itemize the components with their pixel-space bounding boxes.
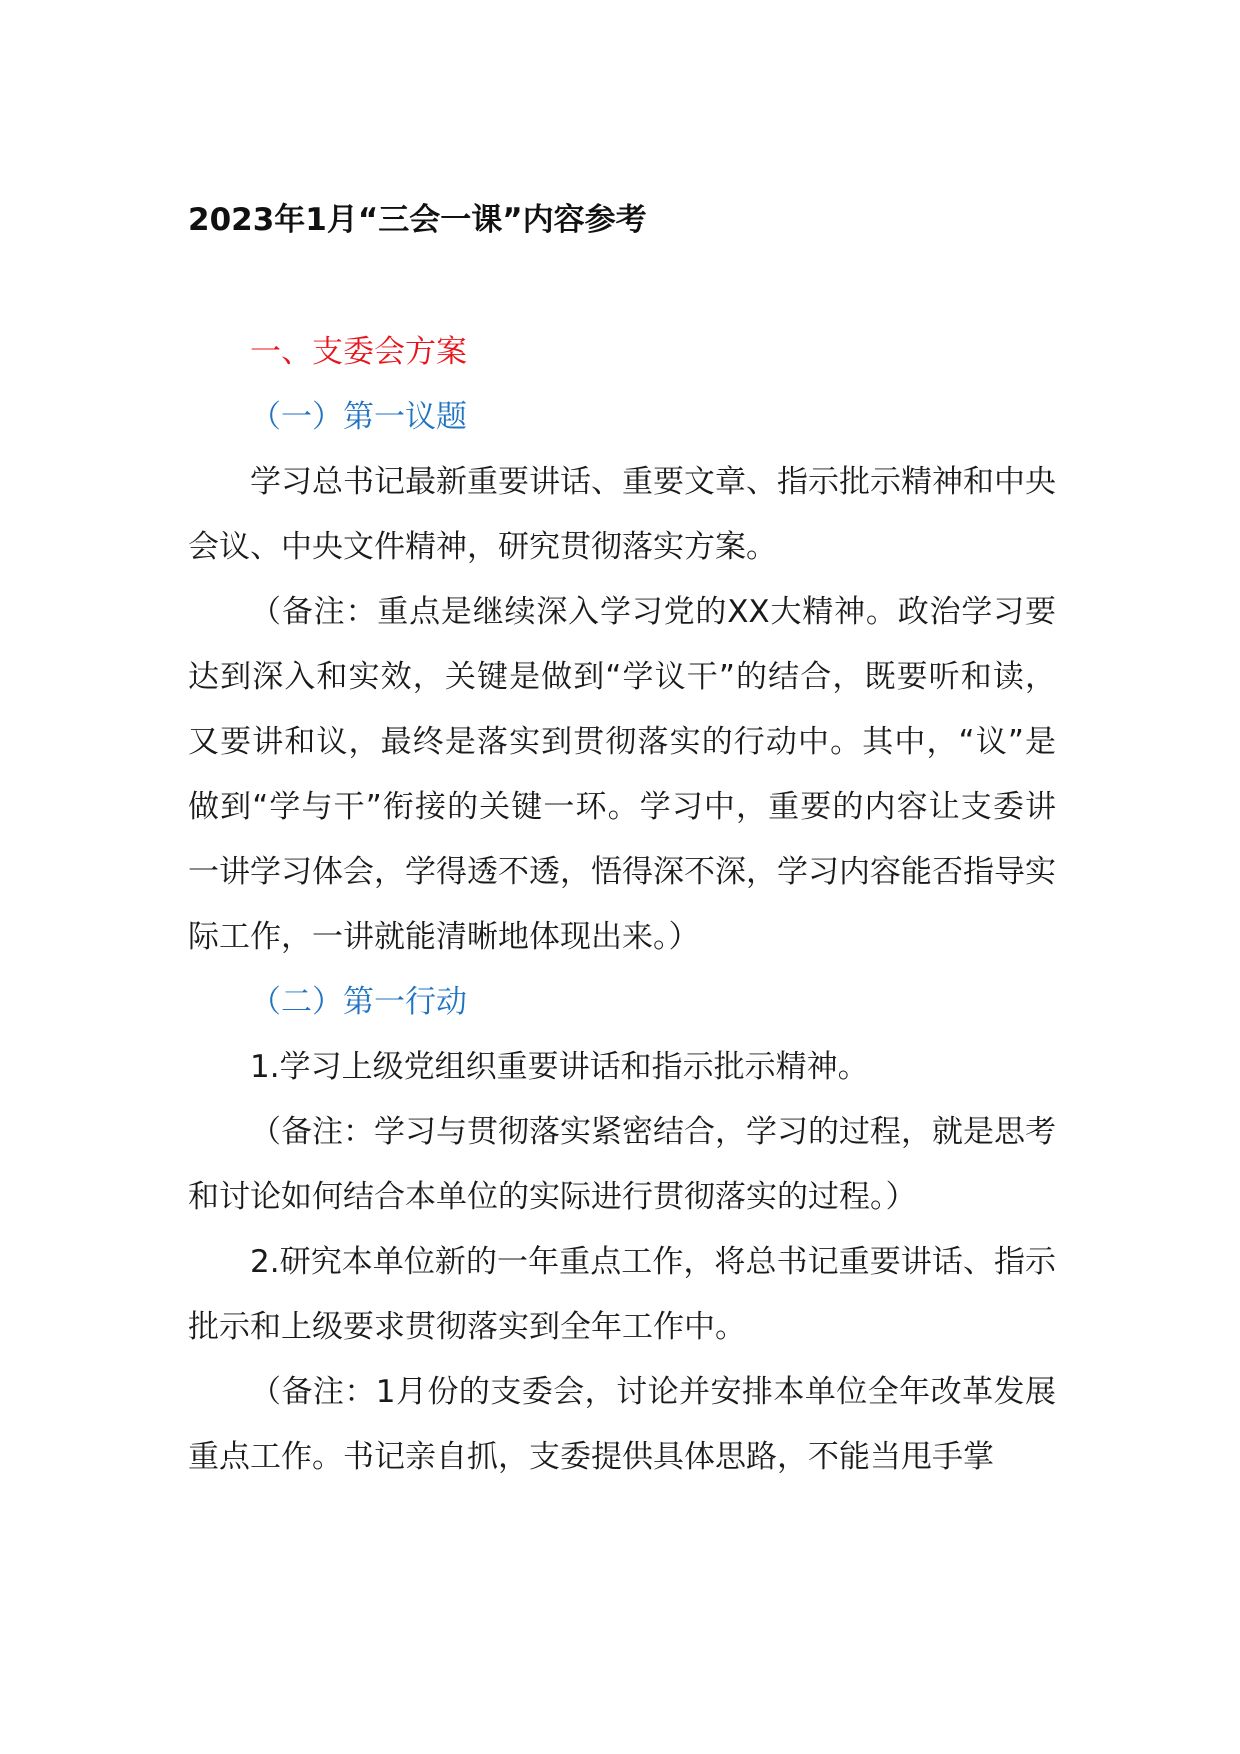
document-body bbox=[188, 320, 1056, 1490]
paragraph: 1.学习上级党组织重要讲话和指示批示精神。 bbox=[250, 1049, 869, 1085]
subsection-heading: （一）第一议题 bbox=[250, 399, 467, 435]
note-paragraph: （备注：1月份的支委会，讨论并安排本单位全年改革发展重点工作。书记亲自抓，支委提供具体思路，不能当甩手掌 bbox=[188, 1374, 1056, 1475]
subsection-heading: （二）第一行动 bbox=[250, 984, 467, 1020]
note-paragraph: （备注：重点是继续深入学习党的XX大精神。政治学习要达到深入和实效，关键是做到“学议干”的结合，既要听和读，又要讲和议，最终是落实到贯彻落实的行动中。其中，“议”是做到“学与干”衔接的关键一环。学习中，重要的内容让支委讲一讲学习体会，学得透不透，悟得深不深，学习内容能否指导实际工作，一讲就能清晰地体现出来。） bbox=[188, 594, 1056, 955]
note-paragraph: （备注：学习与贯彻落实紧密结合，学习的过程，就是思考和讨论如何结合本单位的实际进行贯彻落实的过程。） bbox=[188, 1114, 1056, 1215]
section-heading: 一、支委会方案 bbox=[250, 334, 467, 370]
paragraph: 2.研究本单位新的一年重点工作，将总书记重要讲话、指示批示和上级要求贯彻落实到全年工作中。 bbox=[188, 1244, 1056, 1345]
document-title: 2023年1月“三会一课”内容参考 bbox=[188, 202, 647, 238]
paragraph: 学习总书记最新重要讲话、重要文章、指示批示精神和中央会议、中央文件精神，研究贯彻落实方案。 bbox=[188, 464, 1056, 565]
